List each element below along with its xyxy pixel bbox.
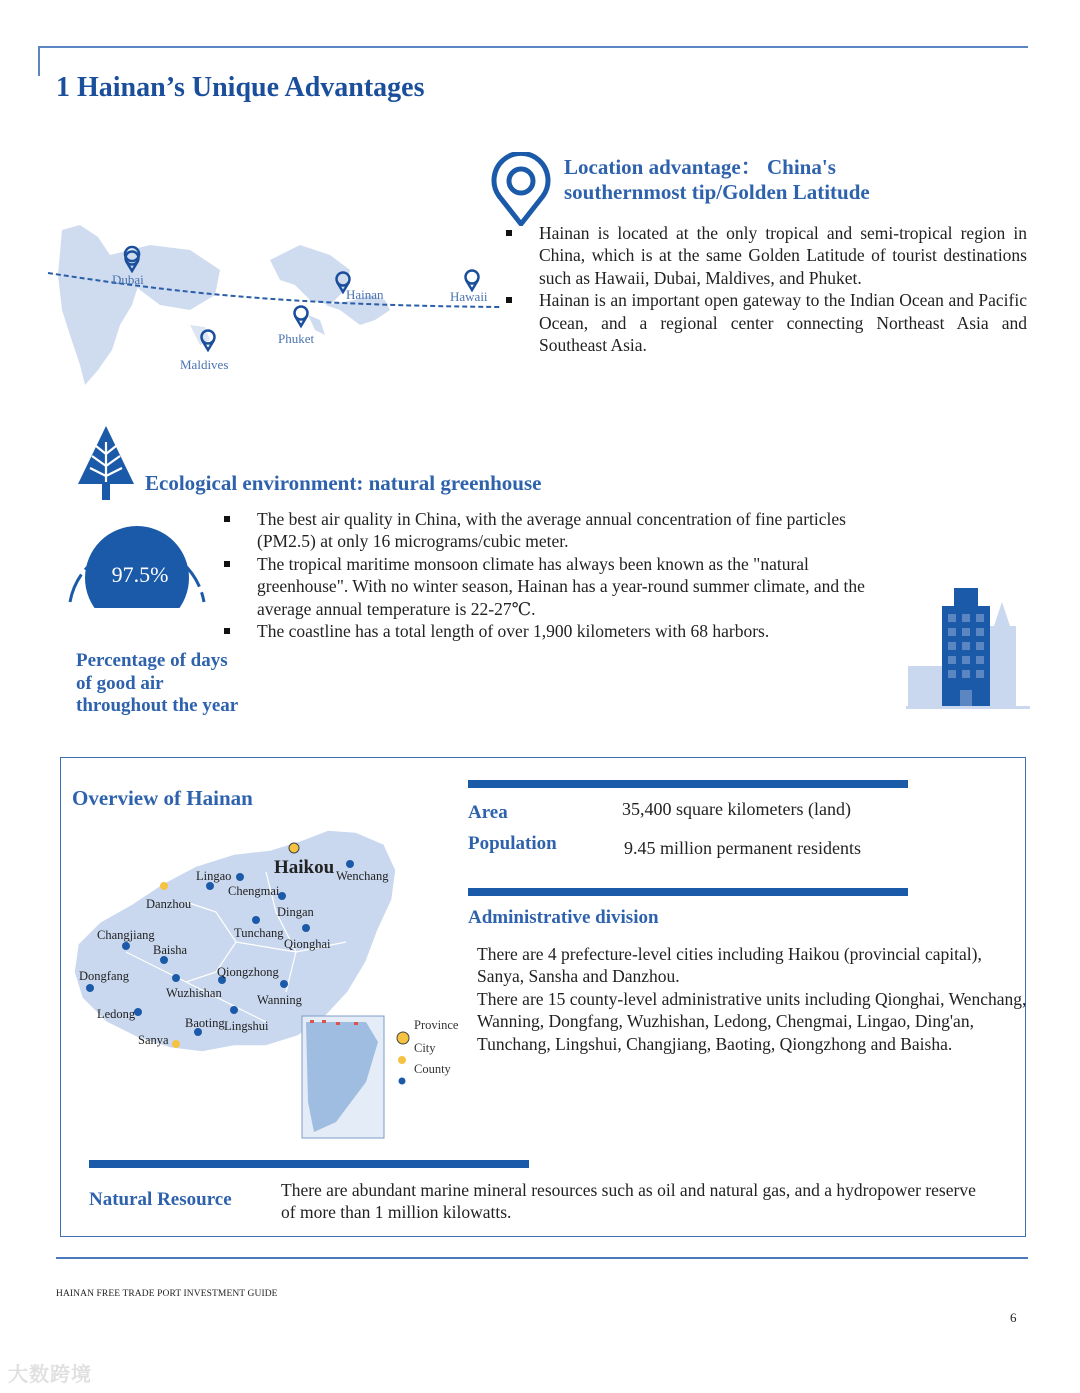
- map-label-tunchang: Tunchang: [234, 926, 284, 940]
- map-label-maldives: Maldives: [180, 357, 229, 372]
- bullet-icon: [506, 230, 512, 236]
- map-label-baisha: Baisha: [153, 943, 188, 957]
- air-quality-label: Percentage of days of good air throughout the year: [76, 650, 239, 716]
- population-value: 9.45 million permanent residents: [624, 838, 861, 858]
- legend-county: County: [414, 1062, 451, 1076]
- location-title: [564, 155, 1034, 205]
- map-label-sanya: Sanya: [138, 1033, 169, 1047]
- area-value: 35,400 square kilometers (land): [622, 799, 851, 819]
- map-label-wuzhishan: Wuzhishan: [166, 986, 222, 1000]
- list-item: The best air quality in China, with the average annual concentration of fine particles (PM2.5) at only 16 micrograms/cubic meter.: [257, 508, 897, 553]
- list-item: Hainan is located at the only tropical and semi-tropical region in China, which is at the same Golden Latitude of tourist destinations such as Hawaii, Dubai, Maldives, and Phuket.: [539, 222, 1027, 289]
- area-top-bar: [468, 780, 908, 788]
- air-quality-gauge: [62, 506, 212, 608]
- map-label-baoting: Baoting: [185, 1016, 225, 1030]
- building-icon: [906, 586, 1030, 710]
- location-title-line1: Location advantage： China's: [564, 155, 836, 179]
- hainan-map: [66, 822, 466, 1142]
- map-label-qionghai: Qionghai: [284, 937, 331, 951]
- overview-title: Overview of Hainan: [72, 786, 253, 810]
- ecology-bullets: [257, 508, 897, 642]
- map-label-danzhou: Danzhou: [146, 897, 192, 911]
- area-label: Area: [468, 802, 508, 823]
- header-rule: [38, 46, 1028, 48]
- map-label-lingshui: Lingshui: [224, 1019, 269, 1033]
- header-rule-corner: [38, 46, 40, 76]
- list-item: The coastline has a total length of over 1,900 kilometers with 68 harbors.: [257, 620, 897, 642]
- admin-paragraph-1: There are 4 prefecture-level cities including Haikou (provincial capital), Sanya, Sansha and Danzhou.: [477, 944, 982, 987]
- natural-resource-text: There are abundant marine mineral resources such as oil and natural gas, and a hydropower reserve of more than 1 million kilowatts.: [281, 1180, 976, 1223]
- natural-top-bar: [89, 1160, 529, 1168]
- footer-rule: [56, 1257, 1028, 1259]
- map-label-hainan: Hainan: [346, 287, 384, 302]
- legend-city: City: [414, 1041, 436, 1055]
- legend-province: Province: [414, 1018, 459, 1032]
- map-label-qiongzhong: Qiongzhong: [217, 965, 279, 979]
- ecology-title: Ecological environment: natural greenhouse: [145, 471, 542, 495]
- footer-text: HAINAN FREE TRADE PORT INVESTMENT GUIDE: [56, 1289, 278, 1299]
- tree-icon: [76, 424, 136, 502]
- map-label-phuket: Phuket: [278, 331, 315, 346]
- bullet-icon: [506, 297, 512, 303]
- map-label-wanning: Wanning: [257, 993, 302, 1007]
- map-label-wenchang: Wenchang: [336, 869, 389, 883]
- location-pin-icon: [490, 152, 552, 226]
- population-label: Population: [468, 833, 557, 854]
- bullet-icon: [224, 561, 230, 567]
- map-label-dingan: Dingan: [277, 905, 314, 919]
- admin-paragraph-2: There are 15 county-level administrative units including Qionghai, Wenchang, Wanning, Dongfang, Wuzhishan, Ledong, Chengmai, Lingao, Ding'an, Tunchang, Lingshui, Changjiang, Baoting, Qiongzhong and Baisha.: [477, 988, 1027, 1054]
- map-label-haikou: Haikou: [274, 857, 335, 878]
- map-label-chengmai: Chengmai: [228, 884, 280, 898]
- location-title-line2: southernmost tip/Golden Latitude: [564, 180, 870, 204]
- watermark: 大数跨境: [8, 1362, 92, 1386]
- map-label-dubai: Dubai: [112, 272, 144, 287]
- admin-title: Administrative division: [468, 907, 659, 928]
- bullet-icon: [224, 516, 230, 522]
- location-bullets: [539, 222, 1027, 356]
- list-item: The tropical maritime monsoon climate has always been known as the "natural greenhouse". With no winter season, Hainan has a year-round summer climate, and the average annual temperature is 22-27℃.: [257, 553, 897, 620]
- golden-latitude-map: [40, 215, 510, 395]
- bullet-icon: [224, 628, 230, 634]
- admin-text: [477, 943, 1027, 1055]
- map-label-hawaii: Hawaii: [450, 289, 488, 304]
- map-label-changjiang: Changjiang: [97, 928, 155, 942]
- page-title: 1 Hainan’s Unique Advantages: [56, 72, 425, 103]
- map-label-lingao: Lingao: [196, 869, 232, 883]
- map-label-dongfang: Dongfang: [79, 969, 129, 983]
- natural-resource-title: Natural Resource: [89, 1189, 232, 1210]
- admin-top-bar: [468, 888, 908, 896]
- list-item: Hainan is an important open gateway to the Indian Ocean and Pacific Ocean, and a regional center connecting Northeast Asia and Southeast Asia.: [539, 289, 1027, 356]
- map-label-ledong: Ledong: [97, 1007, 136, 1021]
- air-quality-percent: 97.5%: [111, 562, 169, 587]
- page-number: 6: [1010, 1310, 1017, 1325]
